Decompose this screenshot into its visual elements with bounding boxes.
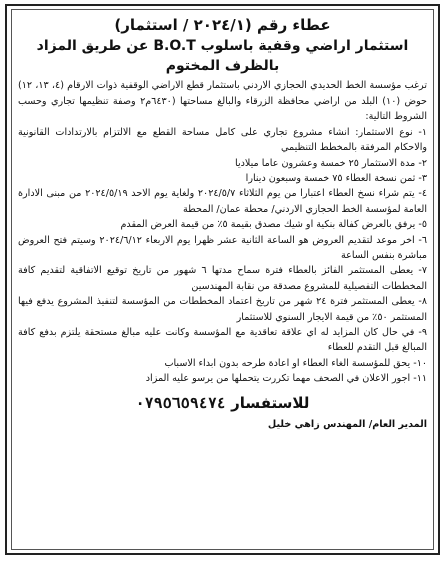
condition-3: ٣- ثمن نسخة العطاء ٧٥ خمسة وسبعون دينارا: [245, 173, 427, 184]
contact-label: للاستفسار: [231, 393, 310, 412]
condition-11: ١١- اجور الاعلان في الصحف مهما تكررت يتحملها من يرسو عليه المزاد: [145, 373, 427, 385]
notice-body: [11, 9, 434, 550]
condition-1: ١- نوع الاستثمار: انشاء مشروع تجاري على كامل مساحة القطع مع الالتزام بالارتدادات القانونية والاحكام المرفقة بالمخطط التنظيمي: [18, 126, 427, 154]
condition-5: ٥- يرفق بالعرض كفالة بنكية او شيك مصدق بقيمة ٥٪ من قيمة العرض المقدم: [120, 219, 427, 231]
intro-paragraph: ترغب مؤسسة الخط الحديدي الحجازي الاردني باستثمار قطع الاراضي الوقفية ذوات الارقام (٤، ١٣، ١٢) حوض (١٠) البلد من اراضي محافظة الزرقاء والبالغ مساحتها (٦٤٣٠م٢ وصفة تنظيمها تجاري وحسب الشروط التالية:: [18, 80, 427, 123]
condition-4: ٤- يتم شراء نسخ العطاء اعتبارا من يوم الثلاثاء ٢٠٢٤/٥/٧ ولغاية يوم الاحد ٢٠٢٤/٥/١٩ من مبنى الادارة العامة لمؤسسة الخط الحجازي الاردني/ محطة عمان/ المحطة: [18, 188, 427, 215]
notice-title: عطاء رقم (٢٠٢٤/١ / استثمار): [114, 16, 331, 34]
notice-subtitle: استثمار اراضي وقفية باسلوب B.O.T عن طريق المزاد بالظرف المختوم: [36, 38, 409, 74]
notice-frame: [5, 4, 440, 555]
conditions-list: [18, 125, 427, 387]
condition-9: ٩- في حال كان المزايد له اي علاقة تعاقدية مع المؤسسة وكانت عليه مبالغ مستحقة يلتزم بدفع كافة المبالغ قبل التقدم للعطاء: [18, 327, 427, 354]
contact-line: [18, 391, 427, 415]
condition-2: ٢- مدة الاستثمار ٢٥ خمسة وعشرون عاما ميلاديا: [235, 157, 427, 169]
contact-phone: ٠٧٩٥٦٥٩٤٧٤: [135, 393, 226, 412]
condition-7: ٧- يعطى المستثمر الفائز بالعطاء فترة سماح مدتها ٦ شهور من تاريخ توقيع الاتفاقية لتقديم كافة المخططات التفصيلية للمشروع مصدقة من نقابة المهندسين: [18, 265, 427, 292]
condition-10: ١٠- يحق للمؤسسة الغاء العطاء او اعادة طرحه بدون ابداء الاسباب: [164, 357, 427, 369]
condition-6: ٦- اخر موعد لتقديم العروض هو الساعة الثانية عشر ظهرا يوم الاربعاء ٢٠٢٤/٦/١٢ وسيتم فتح العروض مباشرة بنفس الساعة: [18, 234, 427, 262]
condition-8: ٨- يعطى المستثمر فترة ٢٤ شهر من تاريخ اعتماد المخططات من المؤسسة لتنفيذ المشروع يدفع فيها المستثمر ٥٠٪ من قيمة الايجار السنوي للاستثمار: [18, 296, 428, 323]
signature: المدير العام/ المهندس زاهي خليل: [267, 418, 427, 430]
